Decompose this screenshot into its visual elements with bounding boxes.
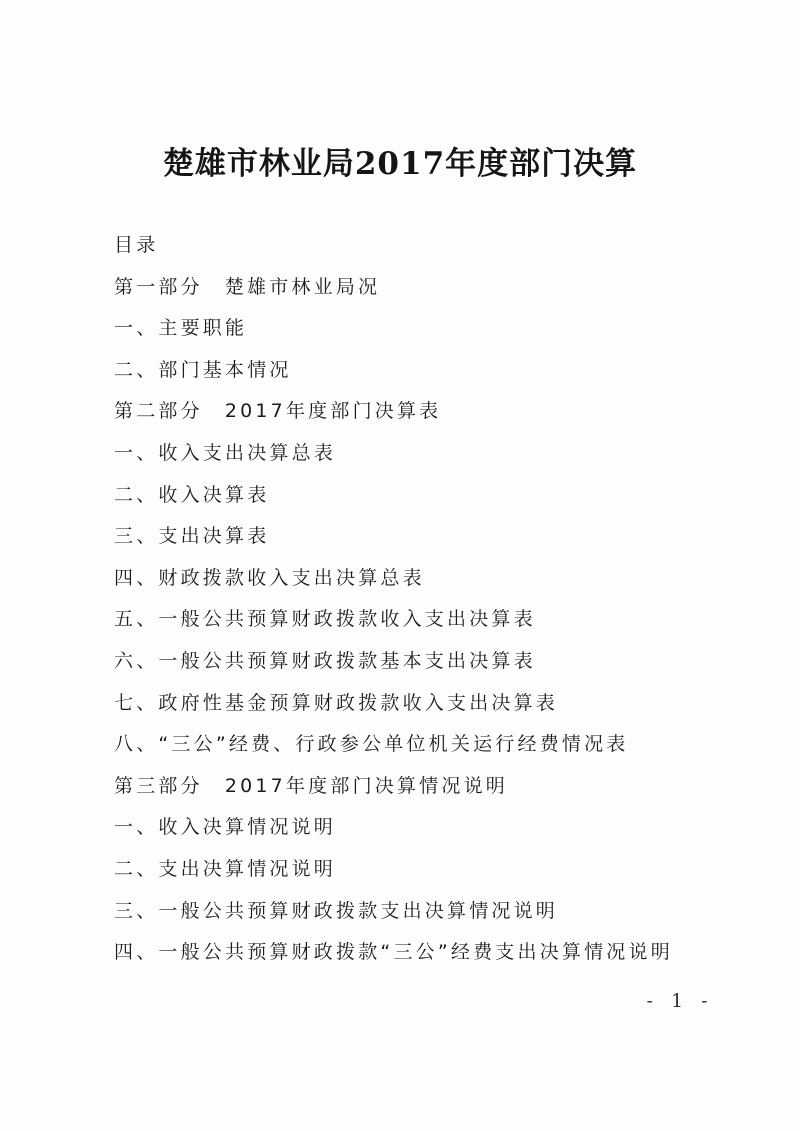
toc-entry: 一、收入支出决算总表: [114, 441, 337, 464]
table-of-contents: [114, 225, 754, 974]
toc-entry: 一、收入决算情况说明: [114, 816, 337, 839]
toc-entry: 七、政府性基金预算财政拨款收入支出决算表: [114, 691, 559, 714]
toc-part-label: 第三部分: [114, 774, 203, 797]
toc-entry: 五、一般公共预算财政拨款收入支出决算表: [114, 608, 536, 631]
toc-entry: 二、收入决算表: [114, 483, 270, 506]
toc-entry: 六、一般公共预算财政拨款基本支出决算表: [114, 649, 536, 672]
toc-part-label: 第二部分: [114, 400, 203, 423]
toc-entry: 八、“三公”经费、行政参公单位机关运行经费情况表: [114, 733, 629, 756]
toc-part-label: 第一部分: [114, 275, 203, 298]
toc-entry: 四、一般公共预算财政拨款“三公”经费支出决算情况说明: [114, 941, 673, 964]
toc-part-title: 2017年度部门决算情况说明: [224, 774, 508, 797]
toc-entry: 二、部门基本情况: [114, 358, 292, 381]
page-number: - 1 -: [646, 990, 714, 1012]
toc-part-title: 楚雄市林业局况: [224, 275, 381, 298]
toc-part-heading: [114, 766, 754, 808]
toc-entry: 三、支出决算表: [114, 525, 270, 548]
toc-entry: 四、财政拨款收入支出决算总表: [114, 566, 425, 589]
toc-part-title: 2017年度部门决算表: [224, 400, 442, 423]
toc-heading: 目录: [114, 234, 159, 256]
toc-part-heading: [114, 267, 754, 309]
document-title: 楚雄市林业局2017年度部门决算: [162, 146, 638, 182]
toc-part-heading: [114, 391, 754, 433]
toc-entry: 一、主要职能: [114, 317, 248, 340]
toc-entry: 二、支出决算情况说明: [114, 857, 337, 880]
toc-entry: 三、一般公共预算财政拨款支出决算情况说明: [114, 899, 559, 922]
